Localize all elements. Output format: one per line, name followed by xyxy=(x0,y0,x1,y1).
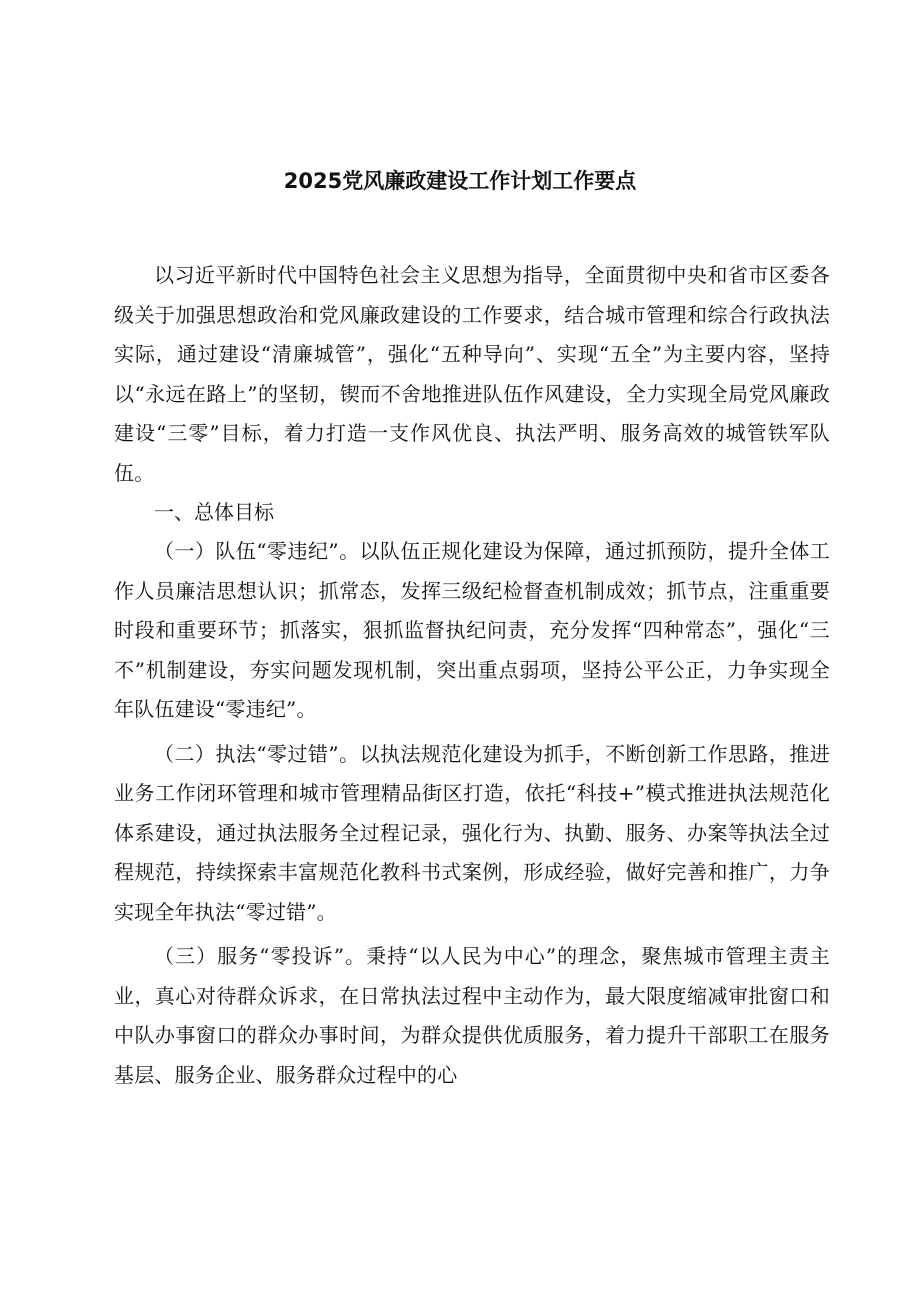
intro-paragraph: 以习近平新时代中国特色社会主义思想为指导，全面贯彻中央和省市区委各级关于加强思想政治和党风廉政建设的工作要求，结合城市管理和综合行政执法实际，通过建设“清廉城管”，强化“五种导向”、实现“五全”为主要内容，坚持以“永远在路上”的坚韧，锲而不舍地推进队伍作风建设，全力实现全局党风廉政建设“三零”目标，着力打造一支作风优良、执法严明、服务高效的城管铁军队伍。 xyxy=(114,263,830,485)
section-heading-overall-goals: 一、总体目标 xyxy=(154,500,274,524)
document-title: 2025党风廉政建设工作计划工作要点 xyxy=(283,169,637,193)
goal-item-team-zero-violation: （一）队伍“零违纪”。以队伍正规化建设为保障，通过抓预防，提升全体工作人员廉洁思想认识；抓常态，发挥三级纪检督查机制成效；抓节点，注重重要时段和重要环节；抓落实，狠抓监督执纪问责，充分发挥“四种常态”，强化“三不”机制建设，夯实问题发现机制，突出重点弱项，坚持公平公正，力争实现全年队伍建设“零违纪”。 xyxy=(114,539,830,721)
goal-item-service-zero-complaint: （三）服务“零投诉”。秉持“以人民为中心”的理念，聚焦城市管理主责主业，真心对待群众诉求，在日常执法过程中主动作为，最大限度缩减审批窗口和中队办事窗口的群众办事时间，为群众提供优质服务，着力提升干部职工在服务基层、服务企业、服务群众过程中的心 xyxy=(114,944,830,1087)
goal-item-enforcement-zero-error: （二）执法“零过错”。以执法规范化建设为抓手，不断创新工作思路，推进业务工作闭环管理和城市管理精品街区打造，依托“科技+”模式推进执法规范化体系建设，通过执法服务全过程记录，强化行为、执勤、服务、办案等执法全过程规范，持续探索丰富规范化教科书式案例，形成经验，做好完善和推广，力争实现全年执法“零过错”。 xyxy=(114,741,830,924)
document-body xyxy=(114,256,830,1095)
